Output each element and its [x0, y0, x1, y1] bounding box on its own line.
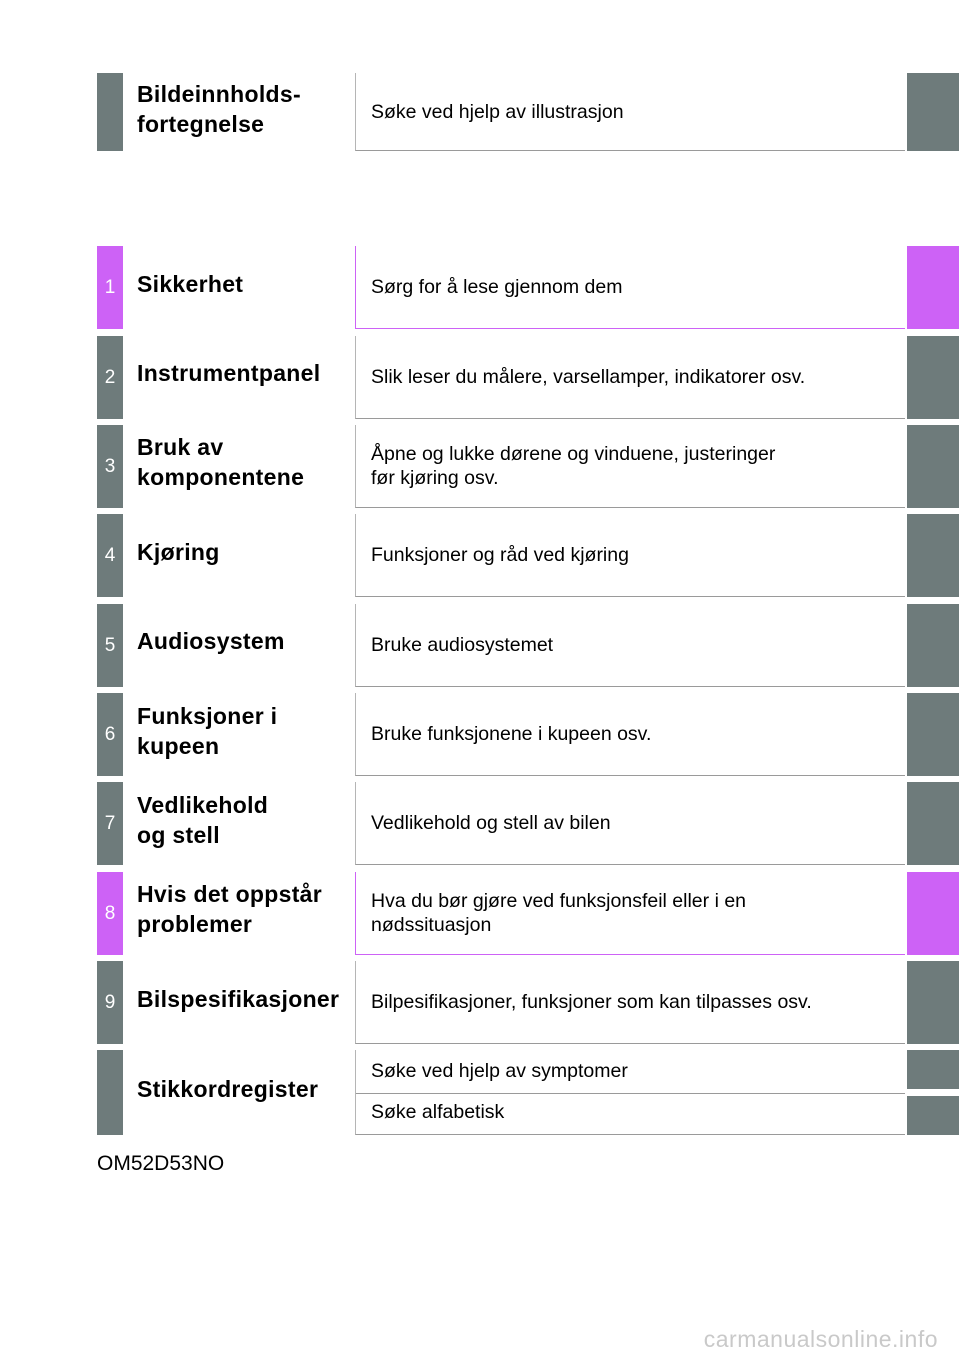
section-number: 6 [97, 693, 123, 776]
section-desc-line2: før kjøring osv. [371, 467, 499, 489]
section-title-line1: Vedlikehold [137, 792, 269, 818]
section-edge-tab[interactable] [907, 961, 959, 1044]
index-row[interactable] [97, 1050, 959, 1135]
section-title-line1: Hvis det oppstår [137, 881, 323, 907]
section-title [137, 537, 352, 567]
section-desc-line2: nødssituasjon [371, 914, 492, 936]
section-title [137, 879, 352, 939]
section-desc-text [371, 442, 775, 490]
section-desc [355, 514, 905, 597]
section-edge-tab[interactable] [907, 425, 959, 508]
index-sub-symptoms-text: Søke ved hjelp av symptomer [371, 1060, 628, 1082]
section-title [137, 701, 352, 761]
section-title [137, 358, 352, 388]
section-desc-line1: Åpne og lukke dørene og vinduene, justeringer [371, 443, 776, 465]
section-title-line1: Bruk av [137, 434, 224, 460]
section-desc [355, 693, 905, 776]
section-number: 2 [97, 336, 123, 419]
toc-header-row[interactable] [97, 73, 959, 151]
section-title-line1: Funksjoner i [137, 703, 278, 729]
index-sub-symptoms[interactable] [355, 1050, 905, 1094]
header-side-tab [97, 73, 123, 151]
header-title-line2: fortegnelse [137, 111, 265, 137]
header-edge-tab[interactable] [907, 73, 959, 151]
header-title [137, 79, 352, 139]
section-title-line2: problemer [137, 911, 253, 937]
section-edge-tab[interactable] [907, 872, 959, 955]
section-number: 1 [97, 246, 123, 329]
section-number: 5 [97, 604, 123, 687]
section-desc-text: Slik leser du målere, varsellamper, indikatorer osv. [371, 366, 806, 388]
section-desc-text: Funksjoner og råd ved kjøring [371, 544, 629, 566]
section-row-5[interactable] [97, 604, 959, 687]
index-sub-alphabetical-tab[interactable] [907, 1096, 959, 1135]
header-desc-text: Søke ved hjelp av illustrasjon [371, 100, 624, 123]
section-edge-tab[interactable] [907, 604, 959, 687]
section-title-line1: Bilspesifikasjoner [137, 986, 340, 1012]
section-desc [355, 604, 905, 687]
section-desc-text: Bruke audiosystemet [371, 634, 554, 656]
section-desc [355, 961, 905, 1044]
section-title [137, 626, 352, 656]
section-row-6[interactable] [97, 693, 959, 776]
section-title [137, 432, 352, 492]
index-sub-alphabetical[interactable] [355, 1091, 905, 1135]
index-title: Stikkordregister [137, 1076, 319, 1102]
index-side-tab [97, 1050, 123, 1135]
section-title [137, 984, 367, 1014]
section-row-7[interactable] [97, 782, 959, 865]
section-desc-text [371, 889, 746, 937]
section-desc-text: Bruke funksjonene i kupeen osv. [371, 723, 652, 745]
section-desc [355, 872, 905, 955]
index-sub-alphabetical-text: Søke alfabetisk [371, 1101, 505, 1123]
section-title-line2: og stell [137, 822, 220, 848]
section-title [137, 269, 352, 299]
section-desc-text: Vedlikehold og stell av bilen [371, 812, 611, 834]
document-code: OM52D53NO [97, 1152, 225, 1175]
index-sub-symptoms-tab[interactable] [907, 1050, 959, 1089]
section-edge-tab[interactable] [907, 782, 959, 865]
section-number: 4 [97, 514, 123, 597]
section-title-line1: Instrumentpanel [137, 360, 321, 386]
section-title [137, 790, 352, 850]
header-desc [355, 73, 905, 151]
section-number: 7 [97, 782, 123, 865]
section-edge-tab[interactable] [907, 246, 959, 329]
section-title-line2: kupeen [137, 733, 220, 759]
section-desc-line1: Hva du bør gjøre ved funksjonsfeil eller i en [371, 890, 747, 912]
section-edge-tab[interactable] [907, 514, 959, 597]
section-desc [355, 425, 905, 508]
section-title-line2: komponentene [137, 464, 305, 490]
section-row-4[interactable] [97, 514, 959, 597]
header-title-line1: Bildeinnholds- [137, 81, 301, 107]
section-desc-text: Sørg for å lese gjennom dem [371, 276, 623, 298]
section-desc-text: Bilpesifikasjoner, funksjoner som kan tilpasses osv. [371, 991, 812, 1013]
watermark: carmanualsonline.info [703, 1326, 938, 1352]
section-edge-tab[interactable] [907, 693, 959, 776]
section-number: 3 [97, 425, 123, 508]
section-row-1[interactable] [97, 246, 959, 329]
section-title-line1: Audiosystem [137, 628, 285, 654]
section-edge-tab[interactable] [907, 336, 959, 419]
section-number: 8 [97, 872, 123, 955]
section-desc [355, 246, 905, 329]
section-title-line1: Kjøring [137, 539, 220, 565]
section-number: 9 [97, 961, 123, 1044]
section-title-line1: Sikkerhet [137, 271, 244, 297]
section-row-2[interactable] [97, 336, 959, 419]
section-desc [355, 782, 905, 865]
section-row-9[interactable] [97, 961, 959, 1044]
section-row-8[interactable] [97, 872, 959, 955]
section-desc [355, 336, 905, 419]
section-row-3[interactable] [97, 425, 959, 508]
